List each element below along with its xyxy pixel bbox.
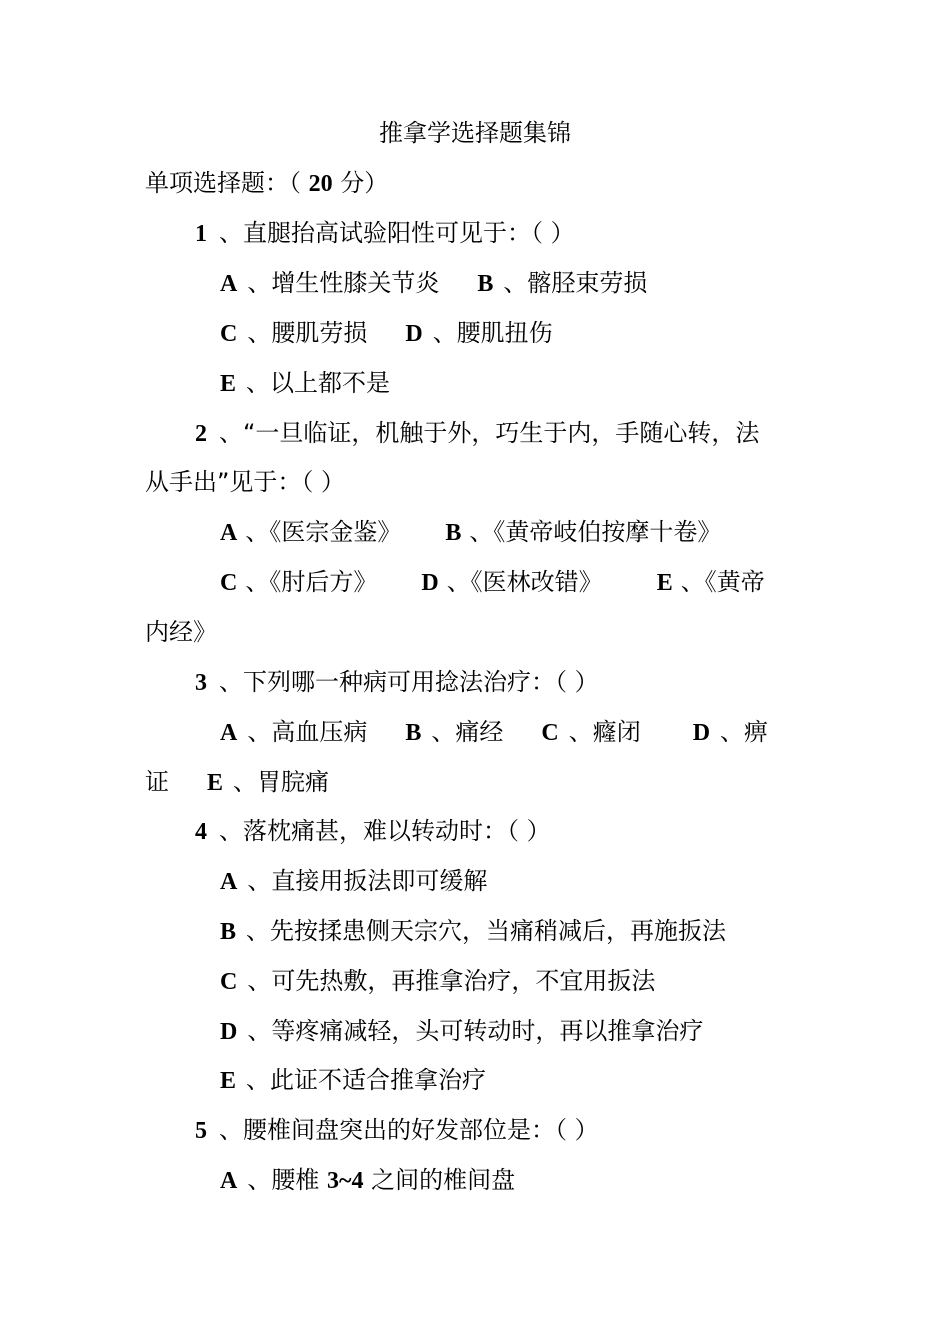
option-letter: E xyxy=(220,371,237,397)
q2-options-ab xyxy=(220,517,721,548)
option-text: 、等疼痛减轻，头可转动时，再以推拿治疗 xyxy=(247,1017,704,1045)
option-text: 、《黄帝岐伯按摩十卷》 xyxy=(469,518,722,546)
option-letter: A xyxy=(220,869,238,895)
option-text: 、腰肌劳损 xyxy=(247,319,368,347)
q4-option-b xyxy=(220,916,726,947)
option-text: 、高血压病 xyxy=(247,718,368,746)
option-letter: C xyxy=(220,570,238,596)
option-text: 、胃脘痛 xyxy=(233,768,330,796)
option-text: 、腰肌扭伤 xyxy=(432,319,553,347)
question-text: 、下列哪一种病可用捻法治疗：（ ） xyxy=(219,668,599,696)
option-text: 、增生性膝关节炎 xyxy=(247,269,440,297)
option-letter: C xyxy=(220,969,238,995)
q1-options-cd xyxy=(220,318,553,349)
q3-options-abcd xyxy=(220,717,768,748)
option-text: 、可先热敷，再推拿治疗，不宜用扳法 xyxy=(247,967,656,995)
question-text: 、直腿抬高试验阳性可见于：（ ） xyxy=(219,219,575,247)
q4-option-c xyxy=(220,966,655,997)
q4-option-e xyxy=(220,1065,486,1096)
q1-option-e xyxy=(220,368,390,399)
option-letter: D xyxy=(692,720,711,746)
question-number: 3 xyxy=(195,670,207,696)
question-1 xyxy=(195,218,575,249)
option-letter: B xyxy=(477,271,494,297)
option-text: 、癃闭 xyxy=(568,718,641,746)
question-text: 、落枕痛甚，难以转动时：（ ） xyxy=(219,817,551,845)
section-prefix: 单项选择题：（ xyxy=(145,169,309,197)
option-letter: E xyxy=(220,1068,237,1094)
section-suffix: 分） xyxy=(332,169,389,197)
option-text: 、直接用扳法即可缓解 xyxy=(247,867,488,895)
question-2-continued: 从手出”见于：（ ） xyxy=(145,468,346,496)
q2-option-e-continued: 内经》 xyxy=(145,618,217,646)
question-3 xyxy=(195,667,599,698)
option-letter: B xyxy=(405,720,422,746)
q3-options-continued xyxy=(145,767,329,798)
question-2 xyxy=(195,418,759,449)
option-text: 、以上都不是 xyxy=(246,369,391,397)
option-letter: A xyxy=(220,1168,238,1194)
q1-options-ab xyxy=(220,268,647,299)
option-text: 、腰椎 xyxy=(247,1166,327,1194)
q2-options-cde xyxy=(220,567,765,598)
option-letter: E xyxy=(207,770,224,796)
option-letter: D xyxy=(220,1019,238,1045)
option-text: 、《医林改错》 xyxy=(446,568,603,596)
document-title: 推拿学选择题集锦 xyxy=(379,119,571,147)
option-text: 、髂胫束劳损 xyxy=(503,269,648,297)
question-number: 5 xyxy=(195,1118,207,1144)
question-text: 、腰椎间盘突出的好发部位是：（ ） xyxy=(219,1116,599,1144)
option-text: 、痛经 xyxy=(431,718,504,746)
option-text: 、《医宗金鉴》 xyxy=(245,518,402,546)
option-letter: C xyxy=(220,321,238,347)
option-letter: A xyxy=(220,520,238,546)
section-points: 20 xyxy=(308,171,333,197)
option-letter: E xyxy=(656,570,673,596)
option-text: 、《黄帝 xyxy=(680,568,765,596)
option-letter: C xyxy=(541,720,559,746)
q5-option-a xyxy=(220,1165,515,1196)
question-number: 4 xyxy=(195,819,207,845)
q4-option-d xyxy=(220,1016,703,1047)
option-text: 证 xyxy=(145,768,169,796)
option-letter: B xyxy=(445,520,462,546)
question-number: 1 xyxy=(195,221,207,247)
question-5 xyxy=(195,1115,599,1146)
section-heading xyxy=(145,168,388,199)
option-text: 之间的椎间盘 xyxy=(363,1166,516,1194)
option-letter: B xyxy=(220,919,237,945)
option-text: 、痹 xyxy=(720,718,769,746)
option-letter: D xyxy=(405,321,423,347)
question-4 xyxy=(195,816,551,847)
option-range: 3~4 xyxy=(326,1168,364,1194)
question-number: 2 xyxy=(195,421,207,447)
option-text: 、《肘后方》 xyxy=(245,568,378,596)
q4-option-a xyxy=(220,866,487,897)
question-text: 、“一旦临证，机触于外，巧生于内，手随心转，法 xyxy=(219,419,760,447)
option-letter: A xyxy=(220,720,238,746)
option-letter: D xyxy=(421,570,439,596)
option-text: 、先按揉患侧天宗穴，当痛稍减后，再施扳法 xyxy=(246,917,727,945)
option-letter: A xyxy=(220,271,238,297)
option-text: 、此证不适合推拿治疗 xyxy=(246,1066,487,1094)
